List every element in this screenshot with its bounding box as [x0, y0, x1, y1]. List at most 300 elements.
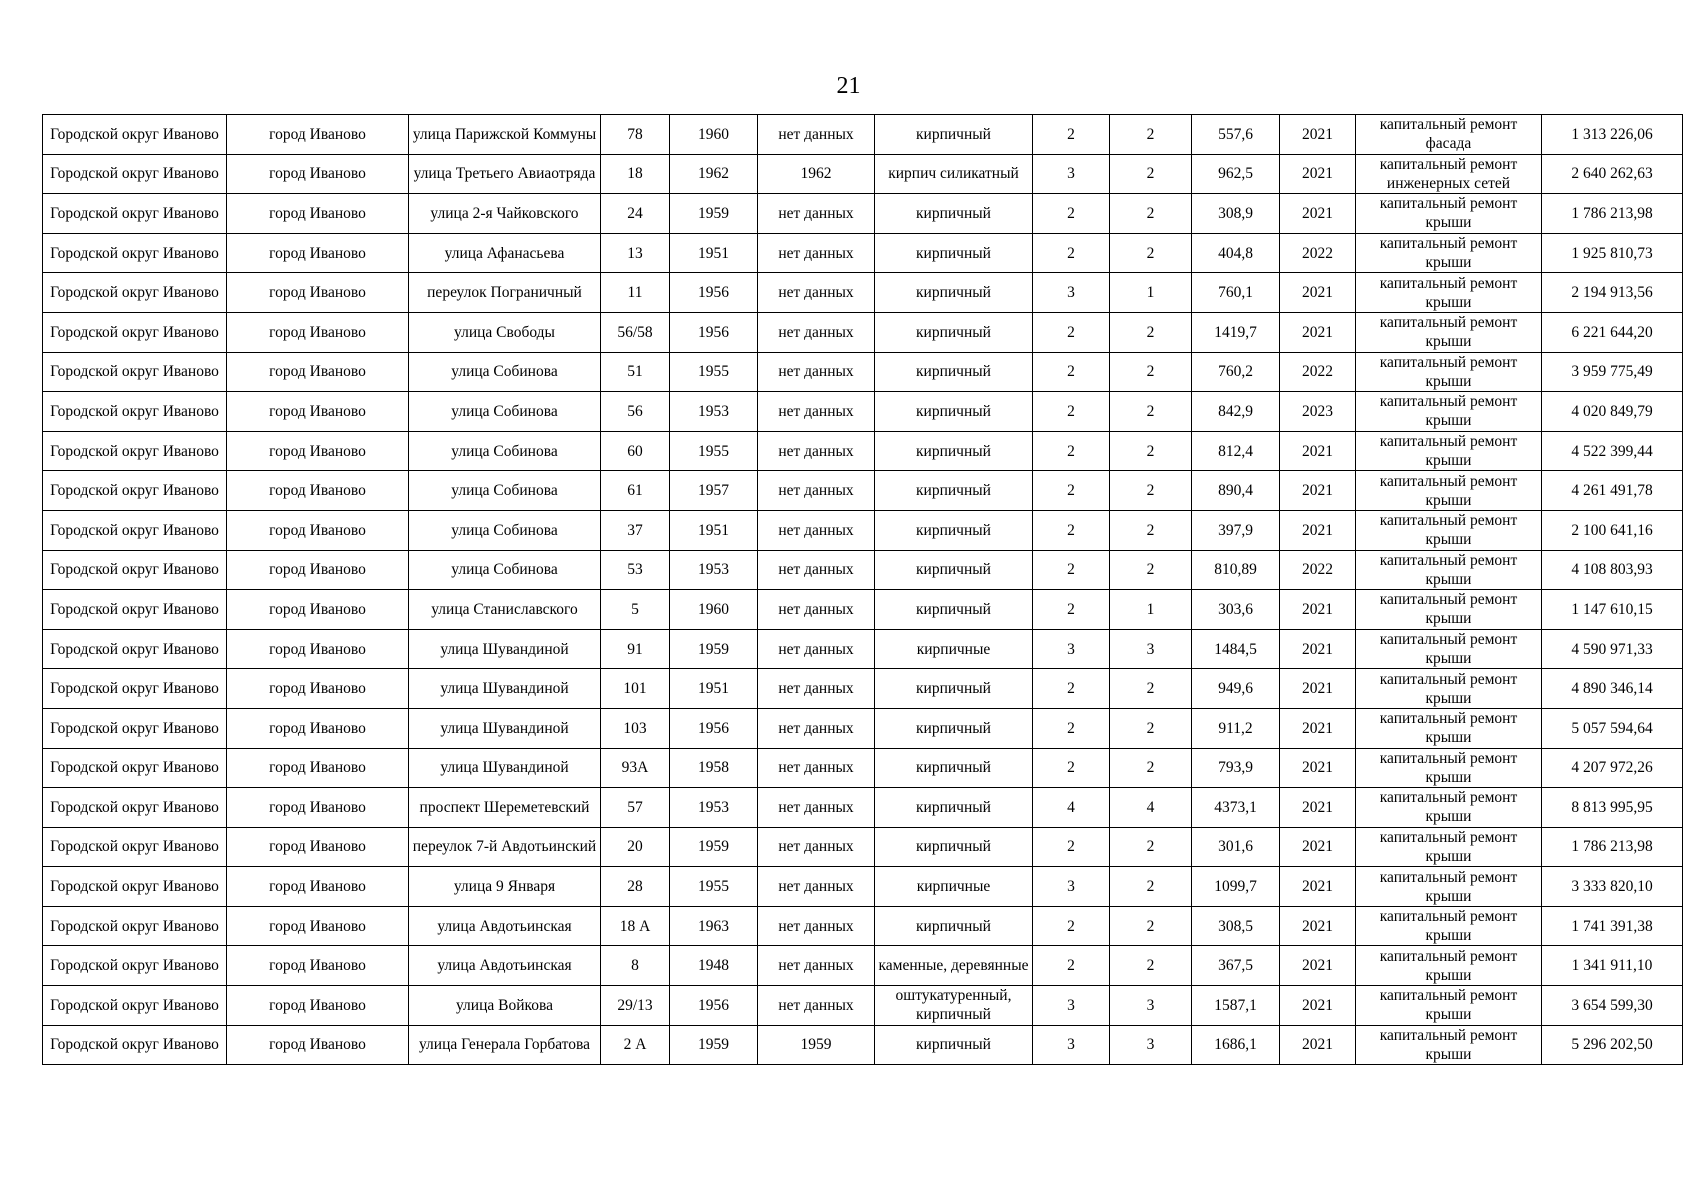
cell-work-type: капитальный ремонт крыши: [1356, 669, 1542, 709]
cell-street: улица Станиславского: [409, 590, 601, 630]
cell-floors: 3: [1033, 273, 1110, 313]
cell-year-renovation: нет данных: [758, 788, 875, 828]
cell-entrances: 2: [1110, 392, 1192, 432]
cell-street: улица Собинова: [409, 471, 601, 511]
cell-cost: 4 108 803,93: [1542, 550, 1683, 590]
cell-year-renovation: нет данных: [758, 115, 875, 155]
cell-floors: 2: [1033, 827, 1110, 867]
cell-year-renovation: нет данных: [758, 906, 875, 946]
cell-municipality: Городской округ Иваново: [43, 788, 227, 828]
cell-work-type: капитальный ремонт крыши: [1356, 510, 1542, 550]
cell-municipality: Городской округ Иваново: [43, 431, 227, 471]
cell-wall-material: кирпичный: [875, 233, 1033, 273]
cell-year-built: 1953: [670, 392, 758, 432]
table-row: [43, 233, 1683, 273]
cell-year-built: 1963: [670, 906, 758, 946]
cell-floors: 2: [1033, 194, 1110, 234]
cell-work-type: капитальный ремонт фасада: [1356, 115, 1542, 155]
cell-house: 18 А: [601, 906, 670, 946]
cell-settlement: город Иваново: [227, 273, 409, 313]
cell-house: 53: [601, 550, 670, 590]
cell-cost: 1 313 226,06: [1542, 115, 1683, 155]
cell-wall-material: оштукатуренный, кирпичный: [875, 986, 1033, 1026]
cell-cost: 5 296 202,50: [1542, 1025, 1683, 1065]
cell-plan-year: 2021: [1280, 669, 1356, 709]
cell-settlement: город Иваново: [227, 827, 409, 867]
table-row: [43, 352, 1683, 392]
cell-street: улица Шувандиной: [409, 669, 601, 709]
cell-cost: 4 590 971,33: [1542, 629, 1683, 669]
cell-cost: 4 207 972,26: [1542, 748, 1683, 788]
cell-year-renovation: нет данных: [758, 550, 875, 590]
cell-floors: 2: [1033, 115, 1110, 155]
cell-wall-material: кирпичный: [875, 194, 1033, 234]
cell-work-type: капитальный ремонт крыши: [1356, 946, 1542, 986]
table-row: [43, 748, 1683, 788]
cell-cost: 1 741 391,38: [1542, 906, 1683, 946]
cell-year-renovation: нет данных: [758, 629, 875, 669]
cell-entrances: 2: [1110, 708, 1192, 748]
cell-year-renovation: 1959: [758, 1025, 875, 1065]
cell-settlement: город Иваново: [227, 946, 409, 986]
cell-plan-year: 2021: [1280, 471, 1356, 511]
cell-house: 18: [601, 154, 670, 194]
cell-year-built: 1959: [670, 1025, 758, 1065]
cell-street: проспект Шереметевский: [409, 788, 601, 828]
cell-work-type: капитальный ремонт крыши: [1356, 788, 1542, 828]
cell-floors: 2: [1033, 906, 1110, 946]
cell-wall-material: кирпичный: [875, 352, 1033, 392]
cell-plan-year: 2021: [1280, 154, 1356, 194]
cell-floors: 3: [1033, 154, 1110, 194]
cell-year-built: 1955: [670, 867, 758, 907]
cell-work-type: капитальный ремонт крыши: [1356, 906, 1542, 946]
cell-cost: 1 147 610,15: [1542, 590, 1683, 630]
cell-municipality: Городской округ Иваново: [43, 867, 227, 907]
cell-year-renovation: нет данных: [758, 708, 875, 748]
cell-settlement: город Иваново: [227, 669, 409, 709]
cell-year-renovation: нет данных: [758, 867, 875, 907]
cell-wall-material: кирпичный: [875, 708, 1033, 748]
cell-wall-material: кирпичный: [875, 1025, 1033, 1065]
table-row: [43, 986, 1683, 1026]
cell-entrances: 2: [1110, 946, 1192, 986]
cell-year-renovation: нет данных: [758, 392, 875, 432]
cell-street: улица Собинова: [409, 550, 601, 590]
cell-wall-material: кирпичный: [875, 471, 1033, 511]
cell-floors: 3: [1033, 867, 1110, 907]
cell-area: 842,9: [1192, 392, 1280, 432]
cell-year-built: 1956: [670, 708, 758, 748]
cell-area: 303,6: [1192, 590, 1280, 630]
cell-street: переулок 7-й Авдотьинский: [409, 827, 601, 867]
cell-house: 56/58: [601, 312, 670, 352]
cell-cost: 4 261 491,78: [1542, 471, 1683, 511]
cell-floors: 2: [1033, 669, 1110, 709]
table-row: [43, 946, 1683, 986]
cell-settlement: город Иваново: [227, 1025, 409, 1065]
cell-street: улица Собинова: [409, 510, 601, 550]
cell-plan-year: 2021: [1280, 273, 1356, 313]
cell-settlement: город Иваново: [227, 352, 409, 392]
cell-house: 5: [601, 590, 670, 630]
cell-year-built: 1956: [670, 312, 758, 352]
cell-year-renovation: нет данных: [758, 827, 875, 867]
cell-wall-material: кирпичный: [875, 550, 1033, 590]
cell-municipality: Городской округ Иваново: [43, 154, 227, 194]
cell-settlement: город Иваново: [227, 510, 409, 550]
cell-settlement: город Иваново: [227, 115, 409, 155]
cell-house: 24: [601, 194, 670, 234]
cell-area: 962,5: [1192, 154, 1280, 194]
cell-floors: 3: [1033, 986, 1110, 1026]
cell-floors: 2: [1033, 392, 1110, 432]
cell-year-renovation: нет данных: [758, 669, 875, 709]
cell-plan-year: 2022: [1280, 352, 1356, 392]
cell-plan-year: 2021: [1280, 629, 1356, 669]
cell-entrances: 3: [1110, 629, 1192, 669]
cell-year-built: 1959: [670, 194, 758, 234]
cell-plan-year: 2021: [1280, 748, 1356, 788]
cell-year-renovation: нет данных: [758, 946, 875, 986]
cell-cost: 1 925 810,73: [1542, 233, 1683, 273]
cell-work-type: капитальный ремонт крыши: [1356, 471, 1542, 511]
cell-wall-material: кирпичный: [875, 392, 1033, 432]
cell-settlement: город Иваново: [227, 748, 409, 788]
table-row: [43, 312, 1683, 352]
cell-area: 301,6: [1192, 827, 1280, 867]
cell-municipality: Городской округ Иваново: [43, 669, 227, 709]
table-row: [43, 115, 1683, 155]
cell-entrances: 2: [1110, 233, 1192, 273]
cell-year-renovation: нет данных: [758, 510, 875, 550]
cell-area: 404,8: [1192, 233, 1280, 273]
cell-street: улица Собинова: [409, 392, 601, 432]
cell-cost: 3 959 775,49: [1542, 352, 1683, 392]
cell-floors: 2: [1033, 590, 1110, 630]
cell-work-type: капитальный ремонт крыши: [1356, 431, 1542, 471]
cell-cost: 4 522 399,44: [1542, 431, 1683, 471]
cell-area: 890,4: [1192, 471, 1280, 511]
cell-plan-year: 2021: [1280, 590, 1356, 630]
cell-municipality: Городской округ Иваново: [43, 708, 227, 748]
cell-settlement: город Иваново: [227, 431, 409, 471]
cell-plan-year: 2021: [1280, 431, 1356, 471]
cell-house: 103: [601, 708, 670, 748]
cell-house: 11: [601, 273, 670, 313]
cell-street: улица Свободы: [409, 312, 601, 352]
cell-settlement: город Иваново: [227, 471, 409, 511]
cell-work-type: капитальный ремонт крыши: [1356, 629, 1542, 669]
table-row: [43, 392, 1683, 432]
cell-work-type: капитальный ремонт крыши: [1356, 392, 1542, 432]
cell-plan-year: 2021: [1280, 788, 1356, 828]
cell-wall-material: кирпичный: [875, 312, 1033, 352]
cell-year-renovation: нет данных: [758, 471, 875, 511]
cell-year-renovation: нет данных: [758, 233, 875, 273]
cell-year-built: 1955: [670, 431, 758, 471]
table-row: [43, 788, 1683, 828]
cell-cost: 2 194 913,56: [1542, 273, 1683, 313]
cell-settlement: город Иваново: [227, 867, 409, 907]
cell-work-type: капитальный ремонт крыши: [1356, 867, 1542, 907]
cell-municipality: Городской округ Иваново: [43, 510, 227, 550]
cell-house: 28: [601, 867, 670, 907]
cell-area: 1099,7: [1192, 867, 1280, 907]
cell-municipality: Городской округ Иваново: [43, 471, 227, 511]
cell-house: 91: [601, 629, 670, 669]
cell-area: 308,5: [1192, 906, 1280, 946]
cell-municipality: Городской округ Иваново: [43, 194, 227, 234]
cell-cost: 5 057 594,64: [1542, 708, 1683, 748]
cell-settlement: город Иваново: [227, 312, 409, 352]
cell-floors: 3: [1033, 1025, 1110, 1065]
cell-area: 557,6: [1192, 115, 1280, 155]
cell-plan-year: 2021: [1280, 312, 1356, 352]
table-row: [43, 629, 1683, 669]
cell-work-type: капитальный ремонт крыши: [1356, 550, 1542, 590]
cell-house: 37: [601, 510, 670, 550]
table-row: [43, 827, 1683, 867]
cell-street: улица 2-я Чайковского: [409, 194, 601, 234]
cell-floors: 2: [1033, 312, 1110, 352]
cell-house: 93А: [601, 748, 670, 788]
cell-floors: 2: [1033, 748, 1110, 788]
cell-wall-material: кирпичные: [875, 867, 1033, 907]
cell-work-type: капитальный ремонт крыши: [1356, 590, 1542, 630]
cell-house: 13: [601, 233, 670, 273]
cell-area: 949,6: [1192, 669, 1280, 709]
cell-floors: 2: [1033, 233, 1110, 273]
cell-year-built: 1960: [670, 115, 758, 155]
cell-street: улица Третьего Авиаотряда: [409, 154, 601, 194]
cell-house: 56: [601, 392, 670, 432]
cell-wall-material: кирпичный: [875, 788, 1033, 828]
cell-wall-material: кирпичный: [875, 906, 1033, 946]
cell-street: улица Парижской Коммуны: [409, 115, 601, 155]
cell-plan-year: 2021: [1280, 708, 1356, 748]
cell-municipality: Городской округ Иваново: [43, 392, 227, 432]
cell-area: 397,9: [1192, 510, 1280, 550]
table-row: [43, 1025, 1683, 1065]
table-row: [43, 471, 1683, 511]
cell-year-built: 1959: [670, 629, 758, 669]
cell-plan-year: 2021: [1280, 115, 1356, 155]
cell-municipality: Городской округ Иваново: [43, 946, 227, 986]
cell-year-renovation: нет данных: [758, 590, 875, 630]
cell-municipality: Городской округ Иваново: [43, 629, 227, 669]
housing-renovation-table: [42, 114, 1683, 1065]
cell-cost: 6 221 644,20: [1542, 312, 1683, 352]
cell-house: 101: [601, 669, 670, 709]
cell-area: 810,89: [1192, 550, 1280, 590]
cell-year-built: 1951: [670, 233, 758, 273]
cell-municipality: Городской округ Иваново: [43, 115, 227, 155]
cell-cost: 2 640 262,63: [1542, 154, 1683, 194]
cell-wall-material: кирпичный: [875, 748, 1033, 788]
cell-cost: 3 654 599,30: [1542, 986, 1683, 1026]
cell-settlement: город Иваново: [227, 590, 409, 630]
cell-settlement: город Иваново: [227, 708, 409, 748]
cell-municipality: Городской округ Иваново: [43, 273, 227, 313]
cell-plan-year: 2021: [1280, 827, 1356, 867]
cell-wall-material: кирпич силикатный: [875, 154, 1033, 194]
cell-street: улица Шувандиной: [409, 708, 601, 748]
cell-wall-material: кирпичный: [875, 510, 1033, 550]
cell-year-built: 1956: [670, 273, 758, 313]
table-row: [43, 590, 1683, 630]
cell-area: 812,4: [1192, 431, 1280, 471]
cell-year-renovation: нет данных: [758, 194, 875, 234]
cell-municipality: Городской округ Иваново: [43, 827, 227, 867]
cell-street: улица Авдотьинская: [409, 906, 601, 946]
cell-plan-year: 2021: [1280, 1025, 1356, 1065]
cell-entrances: 2: [1110, 154, 1192, 194]
cell-cost: 8 813 995,95: [1542, 788, 1683, 828]
cell-settlement: город Иваново: [227, 154, 409, 194]
cell-year-renovation: нет данных: [758, 748, 875, 788]
page-number: 21: [836, 73, 861, 99]
cell-house: 51: [601, 352, 670, 392]
cell-work-type: капитальный ремонт крыши: [1356, 194, 1542, 234]
cell-settlement: город Иваново: [227, 629, 409, 669]
cell-street: улица 9 Января: [409, 867, 601, 907]
cell-year-built: 1959: [670, 827, 758, 867]
cell-wall-material: кирпичные: [875, 629, 1033, 669]
table-row: [43, 906, 1683, 946]
cell-street: улица Афанасьева: [409, 233, 601, 273]
cell-work-type: капитальный ремонт крыши: [1356, 352, 1542, 392]
cell-plan-year: 2022: [1280, 550, 1356, 590]
cell-house: 2 А: [601, 1025, 670, 1065]
table-row: [43, 510, 1683, 550]
cell-cost: 2 100 641,16: [1542, 510, 1683, 550]
cell-house: 29/13: [601, 986, 670, 1026]
cell-entrances: 2: [1110, 312, 1192, 352]
cell-entrances: 3: [1110, 986, 1192, 1026]
cell-year-renovation: нет данных: [758, 431, 875, 471]
cell-entrances: 2: [1110, 510, 1192, 550]
cell-floors: 2: [1033, 946, 1110, 986]
cell-house: 61: [601, 471, 670, 511]
cell-work-type: капитальный ремонт крыши: [1356, 986, 1542, 1026]
cell-entrances: 2: [1110, 431, 1192, 471]
cell-year-renovation: 1962: [758, 154, 875, 194]
cell-settlement: город Иваново: [227, 986, 409, 1026]
table-row: [43, 708, 1683, 748]
cell-area: 1587,1: [1192, 986, 1280, 1026]
cell-year-built: 1955: [670, 352, 758, 392]
cell-settlement: город Иваново: [227, 788, 409, 828]
cell-street: улица Войкова: [409, 986, 601, 1026]
cell-area: 1419,7: [1192, 312, 1280, 352]
cell-work-type: капитальный ремонт крыши: [1356, 312, 1542, 352]
cell-year-built: 1956: [670, 986, 758, 1026]
cell-entrances: 2: [1110, 867, 1192, 907]
cell-work-type: капитальный ремонт крыши: [1356, 273, 1542, 313]
cell-entrances: 2: [1110, 748, 1192, 788]
cell-municipality: Городской округ Иваново: [43, 550, 227, 590]
cell-floors: 4: [1033, 788, 1110, 828]
cell-entrances: 2: [1110, 115, 1192, 155]
cell-settlement: город Иваново: [227, 194, 409, 234]
cell-wall-material: кирпичный: [875, 431, 1033, 471]
cell-cost: 4 890 346,14: [1542, 669, 1683, 709]
cell-municipality: Городской округ Иваново: [43, 233, 227, 273]
cell-area: 760,1: [1192, 273, 1280, 313]
cell-street: улица Авдотьинская: [409, 946, 601, 986]
table-row: [43, 669, 1683, 709]
cell-year-renovation: нет данных: [758, 273, 875, 313]
cell-settlement: город Иваново: [227, 550, 409, 590]
cell-floors: 2: [1033, 510, 1110, 550]
cell-entrances: 2: [1110, 669, 1192, 709]
cell-street: улица Шувандиной: [409, 748, 601, 788]
cell-year-built: 1951: [670, 669, 758, 709]
cell-municipality: Городской округ Иваново: [43, 906, 227, 946]
cell-wall-material: кирпичный: [875, 115, 1033, 155]
cell-entrances: 3: [1110, 1025, 1192, 1065]
cell-wall-material: кирпичный: [875, 827, 1033, 867]
cell-area: 367,5: [1192, 946, 1280, 986]
cell-cost: 1 786 213,98: [1542, 194, 1683, 234]
cell-year-built: 1958: [670, 748, 758, 788]
cell-area: 1686,1: [1192, 1025, 1280, 1065]
cell-floors: 2: [1033, 708, 1110, 748]
cell-floors: 3: [1033, 629, 1110, 669]
cell-house: 20: [601, 827, 670, 867]
cell-wall-material: кирпичный: [875, 590, 1033, 630]
cell-wall-material: кирпичный: [875, 669, 1033, 709]
cell-plan-year: 2021: [1280, 510, 1356, 550]
cell-work-type: капитальный ремонт крыши: [1356, 233, 1542, 273]
cell-municipality: Городской округ Иваново: [43, 1025, 227, 1065]
cell-work-type: капитальный ремонт инженерных сетей: [1356, 154, 1542, 194]
cell-settlement: город Иваново: [227, 392, 409, 432]
cell-entrances: 1: [1110, 273, 1192, 313]
cell-floors: 2: [1033, 471, 1110, 511]
cell-house: 78: [601, 115, 670, 155]
cell-settlement: город Иваново: [227, 906, 409, 946]
cell-house: 8: [601, 946, 670, 986]
cell-year-built: 1957: [670, 471, 758, 511]
cell-floors: 2: [1033, 431, 1110, 471]
cell-plan-year: 2021: [1280, 906, 1356, 946]
cell-municipality: Городской округ Иваново: [43, 748, 227, 788]
cell-entrances: 2: [1110, 550, 1192, 590]
cell-year-built: 1948: [670, 946, 758, 986]
cell-year-renovation: нет данных: [758, 312, 875, 352]
cell-settlement: город Иваново: [227, 233, 409, 273]
cell-municipality: Городской округ Иваново: [43, 352, 227, 392]
cell-work-type: капитальный ремонт крыши: [1356, 1025, 1542, 1065]
cell-area: 4373,1: [1192, 788, 1280, 828]
cell-plan-year: 2021: [1280, 986, 1356, 1026]
cell-plan-year: 2023: [1280, 392, 1356, 432]
cell-work-type: капитальный ремонт крыши: [1356, 748, 1542, 788]
cell-cost: 3 333 820,10: [1542, 867, 1683, 907]
cell-house: 57: [601, 788, 670, 828]
cell-cost: 1 341 911,10: [1542, 946, 1683, 986]
cell-house: 60: [601, 431, 670, 471]
cell-year-renovation: нет данных: [758, 352, 875, 392]
cell-entrances: 2: [1110, 827, 1192, 867]
cell-entrances: 4: [1110, 788, 1192, 828]
cell-entrances: 2: [1110, 906, 1192, 946]
cell-year-built: 1953: [670, 550, 758, 590]
cell-municipality: Городской округ Иваново: [43, 986, 227, 1026]
cell-year-built: 1960: [670, 590, 758, 630]
